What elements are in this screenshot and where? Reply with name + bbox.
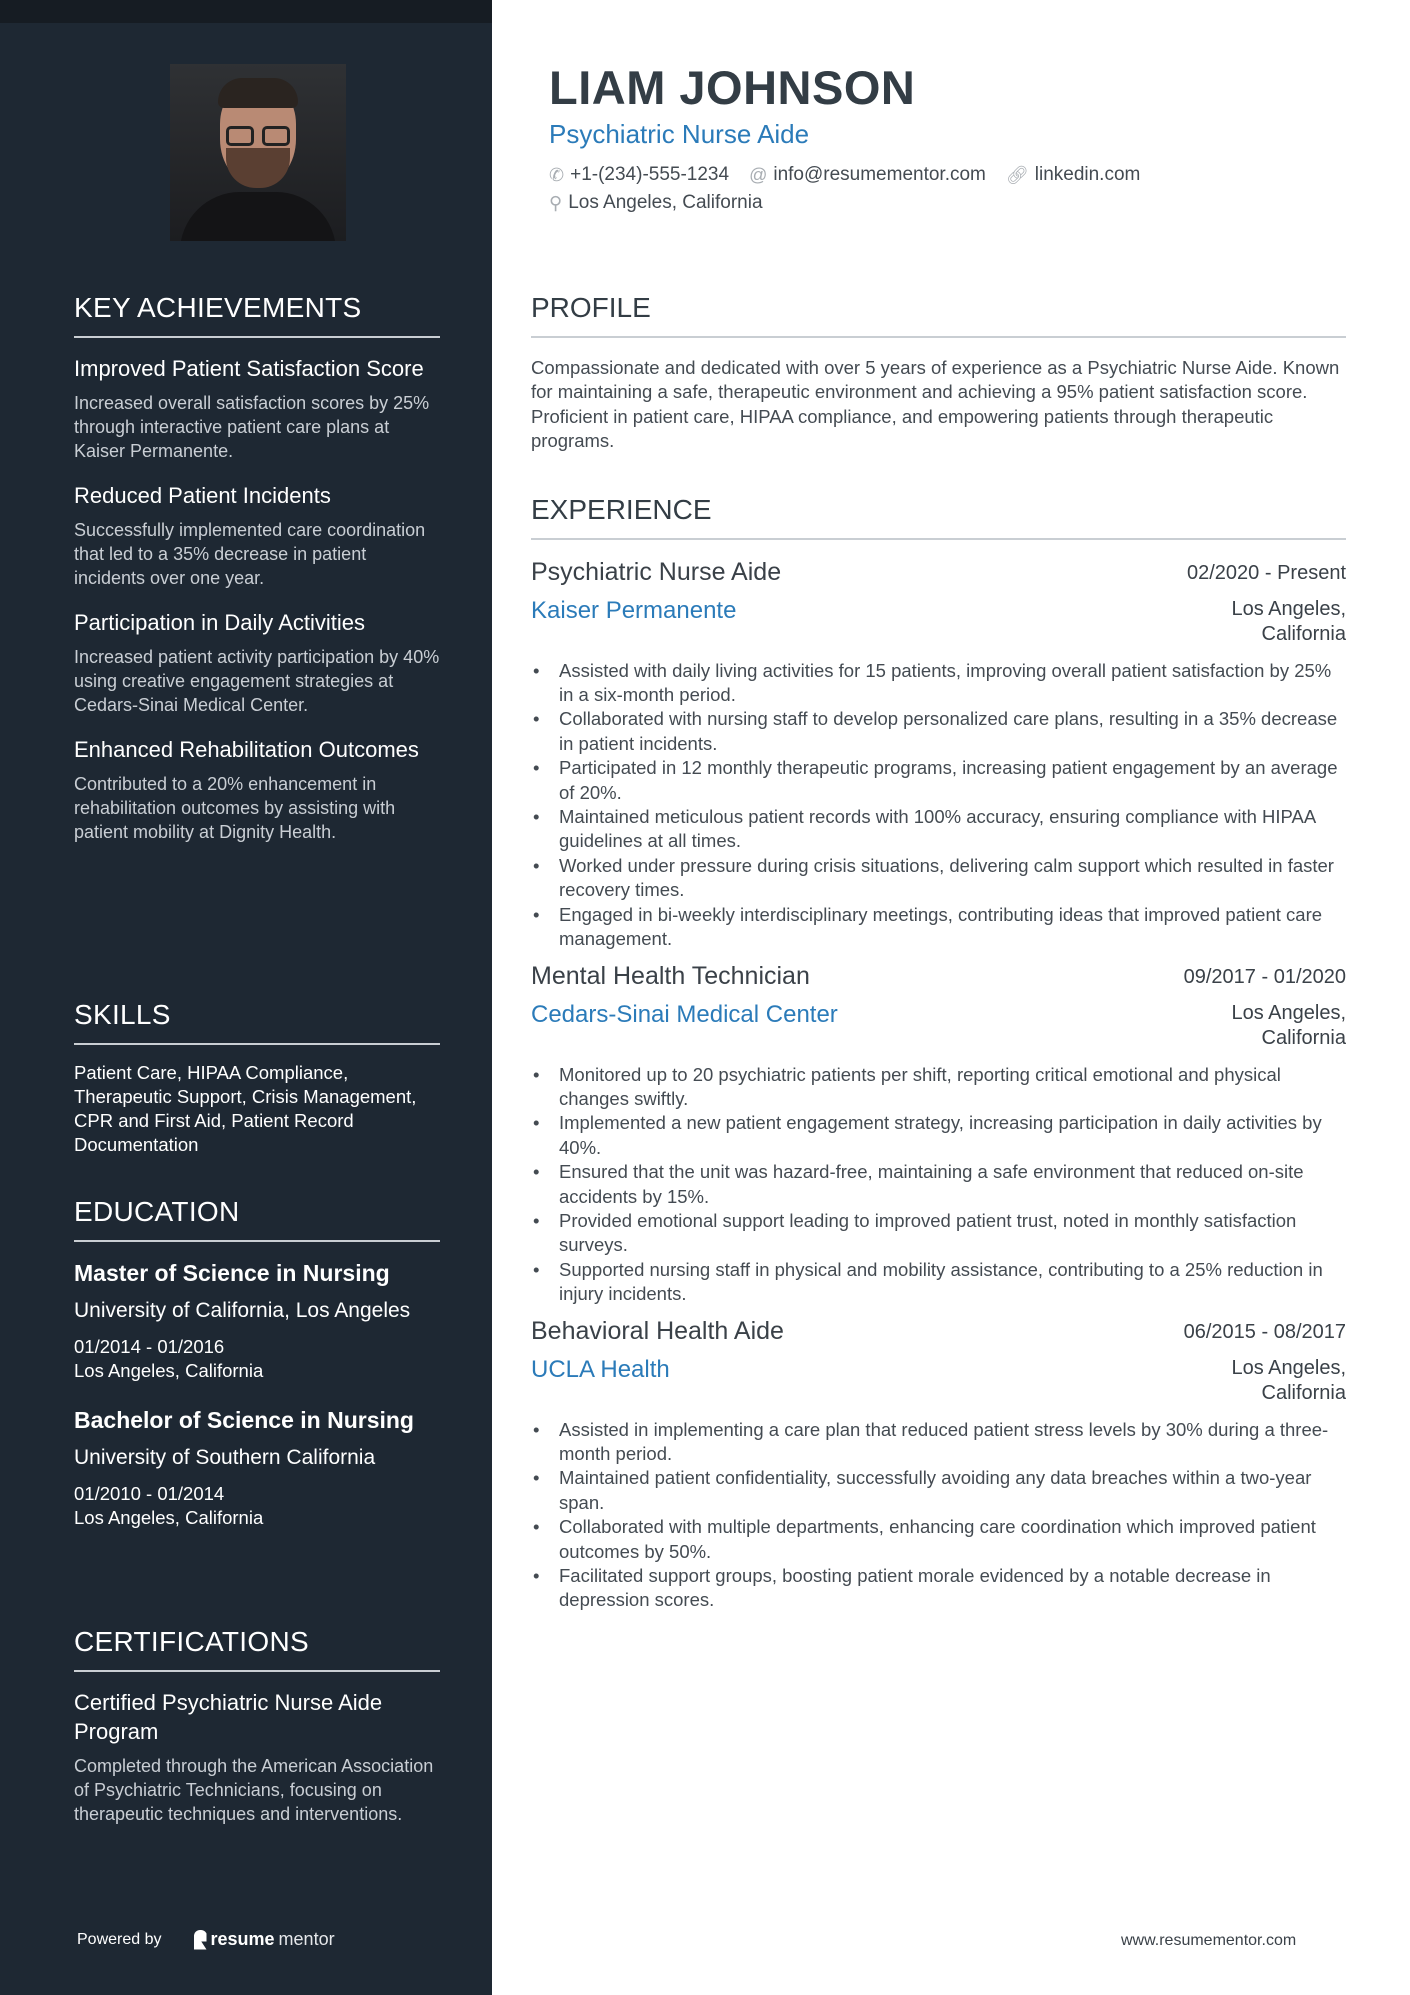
job-dates: 06/2015 - 08/2017: [1183, 1320, 1346, 1343]
skills-section: [74, 999, 440, 1157]
skills-list: Patient Care, HIPAA Compliance, Therapeutic Support, Crisis Management, CPR and First Aid, Patient Record Documentation: [74, 1062, 417, 1155]
job-title: Mental Health Technician: [531, 961, 810, 990]
company-name: Cedars-Sinai Medical Center: [531, 1000, 838, 1028]
section-heading: EXPERIENCE: [531, 494, 1346, 540]
job-bullet: • Collaborated with nursing staff to develop personalized care plans, resulting in a 35% decrease in patient incidents.: [531, 707, 1346, 756]
certification-title: Certified Psychiatric Nurse Aide Program: [74, 1690, 383, 1744]
achievement-item: [74, 608, 440, 717]
job-bullet: • Provided emotional support leading to improved patient trust, noted in monthly satisfaction surveys.: [531, 1209, 1346, 1258]
job-location: Los Angeles, California: [1231, 597, 1346, 645]
job-bullet: • Facilitated support groups, boosting patient morale evidenced by a notable decrease in depression scores.: [531, 1564, 1346, 1613]
powered-by: [77, 1929, 335, 1950]
location-text: Los Angeles, California: [568, 192, 763, 213]
location: [549, 192, 763, 214]
job-bullet: • Maintained meticulous patient records with 100% accuracy, ensuring compliance with HIPAA guidelines at all times.: [531, 805, 1346, 854]
section-heading: SKILLS: [74, 999, 440, 1045]
achievement-desc: Increased overall satisfaction scores by 25% through interactive patient care plans at Kaiser Permanente.: [74, 393, 430, 461]
job-bullets: [531, 1063, 1346, 1307]
logo-bold: resume: [210, 1929, 275, 1949]
degree: Bachelor of Science in Nursing: [74, 1407, 414, 1433]
edu-dates: 01/2010 - 01/2014: [74, 1483, 225, 1504]
job-dates: 09/2017 - 01/2020: [1183, 965, 1346, 988]
job-bullet: • Ensured that the unit was hazard-free, maintaining a safe environment that reduced on-site accidents by 15%.: [531, 1160, 1346, 1209]
education-section: [74, 1196, 440, 1552]
job-bullet: • Assisted with daily living activities for 15 patients, improving overall patient satisfaction by 25% in a six-month period.: [531, 659, 1346, 708]
section-heading: CERTIFICATIONS: [74, 1626, 440, 1672]
powered-by-label: Powered by: [77, 1930, 162, 1948]
linkedin-link[interactable]: linkedin.com: [1034, 164, 1141, 185]
certifications-section: [74, 1626, 440, 1844]
achievement-item: [74, 481, 440, 590]
edu-dates: 01/2014 - 01/2016: [74, 1336, 225, 1357]
achievement-desc: Successfully implemented care coordination that led to a 35% decrease in patient incidents over one year.: [74, 520, 426, 588]
achievement-title: Improved Patient Satisfaction Score: [74, 356, 424, 381]
school: University of California, Los Angeles: [74, 1299, 411, 1322]
section-heading: PROFILE: [531, 292, 1346, 338]
website-link[interactable]: www.resumementor.com: [1121, 1932, 1297, 1949]
job-bullet: • Engaged in bi-weekly interdisciplinary meetings, contributing ideas that improved patient care management.: [531, 903, 1346, 952]
achievement-title: Participation in Daily Activities: [74, 610, 366, 635]
job-bullet: • Monitored up to 20 psychiatric patients per shift, reporting critical emotional and physical changes swiftly.: [531, 1063, 1346, 1112]
education-item: [74, 1258, 440, 1383]
achievements-section: [74, 292, 440, 862]
company-name: Kaiser Permanente: [531, 596, 737, 624]
job-bullet: • Worked under pressure during crisis situations, delivering calm support which resulted in faster recovery times.: [531, 854, 1346, 903]
achievement-item: [74, 735, 440, 844]
job-bullet: • Implemented a new patient engagement strategy, increasing participation in daily activities by 40%.: [531, 1111, 1346, 1160]
education-item: [74, 1405, 440, 1530]
job-bullets: [531, 1418, 1346, 1613]
header: [549, 60, 1140, 214]
profile-photo: [170, 64, 346, 241]
achievement-item: [74, 354, 440, 463]
email[interactable]: [749, 164, 986, 186]
email-link[interactable]: info@resumementor.com: [773, 164, 986, 185]
job-title: Behavioral Health Aide: [531, 1316, 784, 1345]
job-dates: 02/2020 - Present: [1187, 561, 1346, 584]
certification-desc: Completed through the American Association of Psychiatric Technicians, focusing on therapeutic techniques and interventions.: [74, 1756, 434, 1824]
job-location: Los Angeles, California: [1231, 1356, 1346, 1404]
resumementor-logo[interactable]: [194, 1929, 335, 1950]
phone: [549, 164, 729, 186]
sidebar-top-strip: [0, 0, 492, 23]
logo-light: mentor: [278, 1929, 335, 1949]
logo-icon: [194, 1930, 207, 1950]
candidate-name: LIAM JOHNSON: [549, 61, 916, 114]
candidate-title: Psychiatric Nurse Aide: [549, 119, 810, 149]
achievement-title: Reduced Patient Incidents: [74, 483, 331, 508]
profile-text: Compassionate and dedicated with over 5 years of experience as a Psychiatric Nurse Aide. Known for maintaining a safe, therapeutic environment and achieving a 95% patient satisfaction score. Proficient in patient care, HIPAA compliance, and empowering patients through therapeutic programs.: [531, 357, 1340, 452]
section-heading: KEY ACHIEVEMENTS: [74, 292, 440, 338]
job-bullets: [531, 659, 1346, 952]
job-bullet: • Supported nursing staff in physical and mobility assistance, contributing to a 25% reduction in injury incidents.: [531, 1258, 1346, 1307]
job-entry: [531, 558, 1346, 952]
sidebar: [0, 0, 492, 1995]
link-icon: 🔗︎: [1005, 164, 1029, 185]
edu-location: Los Angeles, California: [74, 1507, 264, 1528]
phone-text: +1-(234)-555-1234: [570, 164, 730, 185]
main-content: [531, 292, 1346, 1623]
achievement-desc: Contributed to a 20% enhancement in rehabilitation outcomes by assisting with patient mobility at Dignity Health.: [74, 774, 396, 842]
degree: Master of Science in Nursing: [74, 1260, 390, 1286]
job-bullet: • Assisted in implementing a care plan that reduced patient stress levels by 30% during a three-month period.: [531, 1418, 1346, 1467]
job-title: Psychiatric Nurse Aide: [531, 557, 782, 586]
job-bullet: • Collaborated with multiple departments, enhancing care coordination which improved patient outcomes by 50%.: [531, 1515, 1346, 1564]
linkedin[interactable]: [1006, 164, 1140, 186]
at-icon: @: [749, 164, 768, 185]
company-name: UCLA Health: [531, 1355, 670, 1383]
job-bullet: • Participated in 12 monthly therapeutic programs, increasing patient engagement by an average of 20%.: [531, 756, 1346, 805]
phone-icon: ✆: [549, 164, 565, 185]
section-heading: EDUCATION: [74, 1196, 440, 1242]
job-entry: [531, 1317, 1346, 1613]
school: University of Southern California: [74, 1446, 376, 1469]
achievement-title: Enhanced Rehabilitation Outcomes: [74, 737, 419, 762]
edu-location: Los Angeles, California: [74, 1360, 264, 1381]
achievement-desc: Increased patient activity participation by 40% using creative engagement strategies at Cedars-Sinai Medical Center.: [74, 647, 440, 715]
job-bullet: • Maintained patient confidentiality, successfully avoiding any data breaches within a two-year span.: [531, 1466, 1346, 1515]
map-pin-icon: ⚲: [549, 192, 563, 213]
job-entry: [531, 962, 1346, 1307]
job-location: Los Angeles, California: [1231, 1001, 1346, 1049]
